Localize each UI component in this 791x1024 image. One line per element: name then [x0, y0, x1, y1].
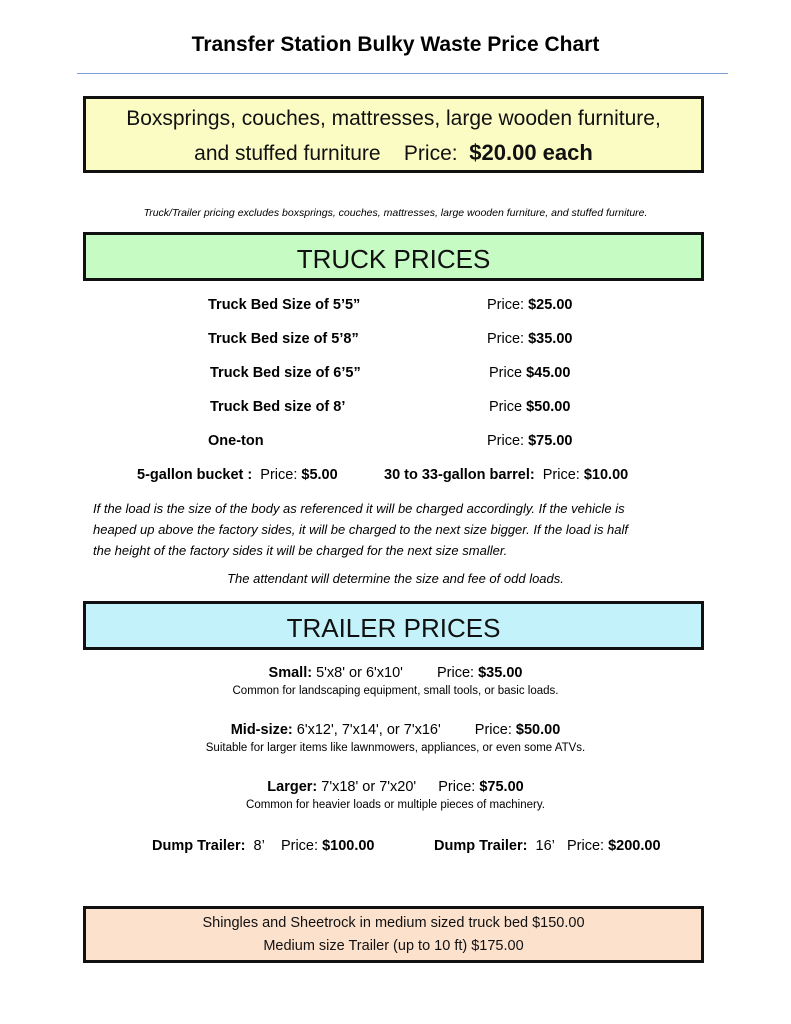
truck-row-price-value: $75.00: [528, 433, 573, 449]
larger-trailer-price-value: $75.00: [479, 779, 524, 795]
mid-trailer-row: [0, 722, 791, 738]
dump-trailer-label: Dump Trailer:: [152, 838, 246, 854]
bulky-items-box: [83, 96, 704, 173]
dump-trailer-price-value: $200.00: [608, 838, 661, 854]
truck-row-price-label: Price:: [487, 331, 525, 347]
bucket-price-label: Price:: [260, 467, 298, 483]
mid-trailer-price-value: $50.00: [515, 722, 561, 738]
larger-trailer-price-label: Price:: [438, 779, 476, 795]
truck-row-price-label: Price: [489, 365, 523, 381]
small-trailer-row: [0, 665, 791, 681]
bulky-items-text: and stuffed furniture: [194, 142, 381, 165]
larger-trailer-sizes: 7'x18' or 7'x20': [321, 779, 417, 795]
mid-trailer-description: Suitable for larger items like lawnmowers, appliances, or even some ATVs.: [205, 742, 586, 754]
truck-row-price-value: $50.00: [526, 399, 571, 415]
small-trailer-price-label: Price:: [436, 665, 475, 681]
barrel-price-label: Price:: [542, 467, 580, 483]
bucket-price-value: $5.00: [301, 467, 338, 483]
dump-trailer-label: Dump Trailer:: [434, 838, 528, 854]
paragraph-line: If the load is the size of the body as referenced it will be charged accordingly. If the vehicle is: [93, 501, 625, 516]
mid-trailer-sizes: 6'x12', 7'x14', or 7'x16': [296, 722, 441, 738]
trailer-prices-heading: TRAILER PRICES: [286, 613, 501, 643]
larger-trailer-description: Common for heavier loads or multiple pieces of machinery.: [246, 799, 545, 811]
truck-prices-header: [83, 232, 704, 281]
small-trailer-price-value: $35.00: [478, 665, 523, 681]
shingles-sheetrock-line: Shingles and Sheetrock in medium sized truck bed $150.00: [202, 915, 585, 931]
truck-row-label: Truck Bed size of 8’: [210, 399, 346, 415]
dump-trailer-size: 16’: [535, 838, 555, 854]
dump-trailer-16-row: [434, 838, 661, 854]
bucket-label: 5-gallon bucket :: [137, 467, 253, 483]
pricing-note: Truck/Trailer pricing excludes boxsprings, couches, mattresses, large wooden furniture, and stuffed furniture.: [143, 207, 648, 219]
truck-row-label: One-ton: [208, 433, 264, 449]
truck-row-price-value: $35.00: [528, 331, 573, 347]
barrel-price-value: $10.00: [583, 467, 629, 483]
barrel-label: 30 to 33-gallon barrel:: [384, 467, 535, 483]
bulky-items-line-1: Boxsprings, couches, mattresses, large wooden furniture,: [126, 107, 661, 130]
medium-trailer-line: Medium size Trailer (up to 10 ft) $175.00: [263, 938, 524, 954]
truck-prices-heading: TRUCK PRICES: [296, 244, 491, 274]
trailer-prices-header: [83, 601, 704, 650]
page-title: Transfer Station Bulky Waste Price Chart: [191, 33, 600, 56]
bulky-items-line-2: [86, 140, 701, 166]
truck-row-price-label: Price:: [487, 433, 525, 449]
truck-row-price: [489, 399, 570, 415]
truck-row-price: [487, 297, 572, 313]
dump-trailer-size: 8’: [253, 838, 265, 854]
barrel-price-row: [384, 467, 628, 483]
truck-row-price-label: Price: [489, 399, 523, 415]
truck-row-label: Truck Bed size of 6’5”: [210, 365, 361, 381]
dump-trailer-price-label: Price:: [566, 838, 605, 854]
small-trailer-sizes: 5'x8' or 6'x10': [316, 665, 403, 681]
truck-row-price: [487, 433, 572, 449]
larger-trailer-row: [0, 779, 791, 795]
small-trailer-label: Small:: [268, 665, 313, 681]
title-divider: [77, 73, 728, 74]
truck-row-price-label: Price:: [487, 297, 525, 313]
dump-trailer-price-label: Price:: [280, 838, 319, 854]
load-size-paragraph: [93, 498, 713, 561]
larger-trailer-label: Larger:: [267, 779, 318, 795]
truck-row-label: Truck Bed size of 5’8”: [208, 331, 359, 347]
mid-trailer-label: Mid-size:: [230, 722, 293, 738]
truck-row-price-value: $45.00: [526, 365, 571, 381]
dump-trailer-8-row: [152, 838, 374, 854]
truck-row-price: [489, 365, 570, 381]
truck-row-label: Truck Bed Size of 5’5”: [208, 297, 361, 313]
shingles-sheetrock-box: [83, 906, 704, 963]
paragraph-line: heaped up above the factory sides, it will be charged to the next size bigger. If the load is half: [93, 522, 629, 537]
bucket-price-row: [137, 467, 338, 483]
truck-row-price-value: $25.00: [528, 297, 573, 313]
paragraph-line: the height of the factory sides it will be charged for the next size smaller.: [93, 543, 508, 558]
dump-trailer-price-value: $100.00: [322, 838, 375, 854]
small-trailer-description: Common for landscaping equipment, small tools, or basic loads.: [232, 685, 559, 697]
bulky-price-label: Price:: [403, 142, 458, 165]
mid-trailer-price-label: Price:: [474, 722, 512, 738]
odd-loads-note: The attendant will determine the size and fee of odd loads.: [227, 571, 564, 586]
truck-row-price: [487, 331, 572, 347]
bulky-price-value: $20.00 each: [469, 140, 593, 165]
